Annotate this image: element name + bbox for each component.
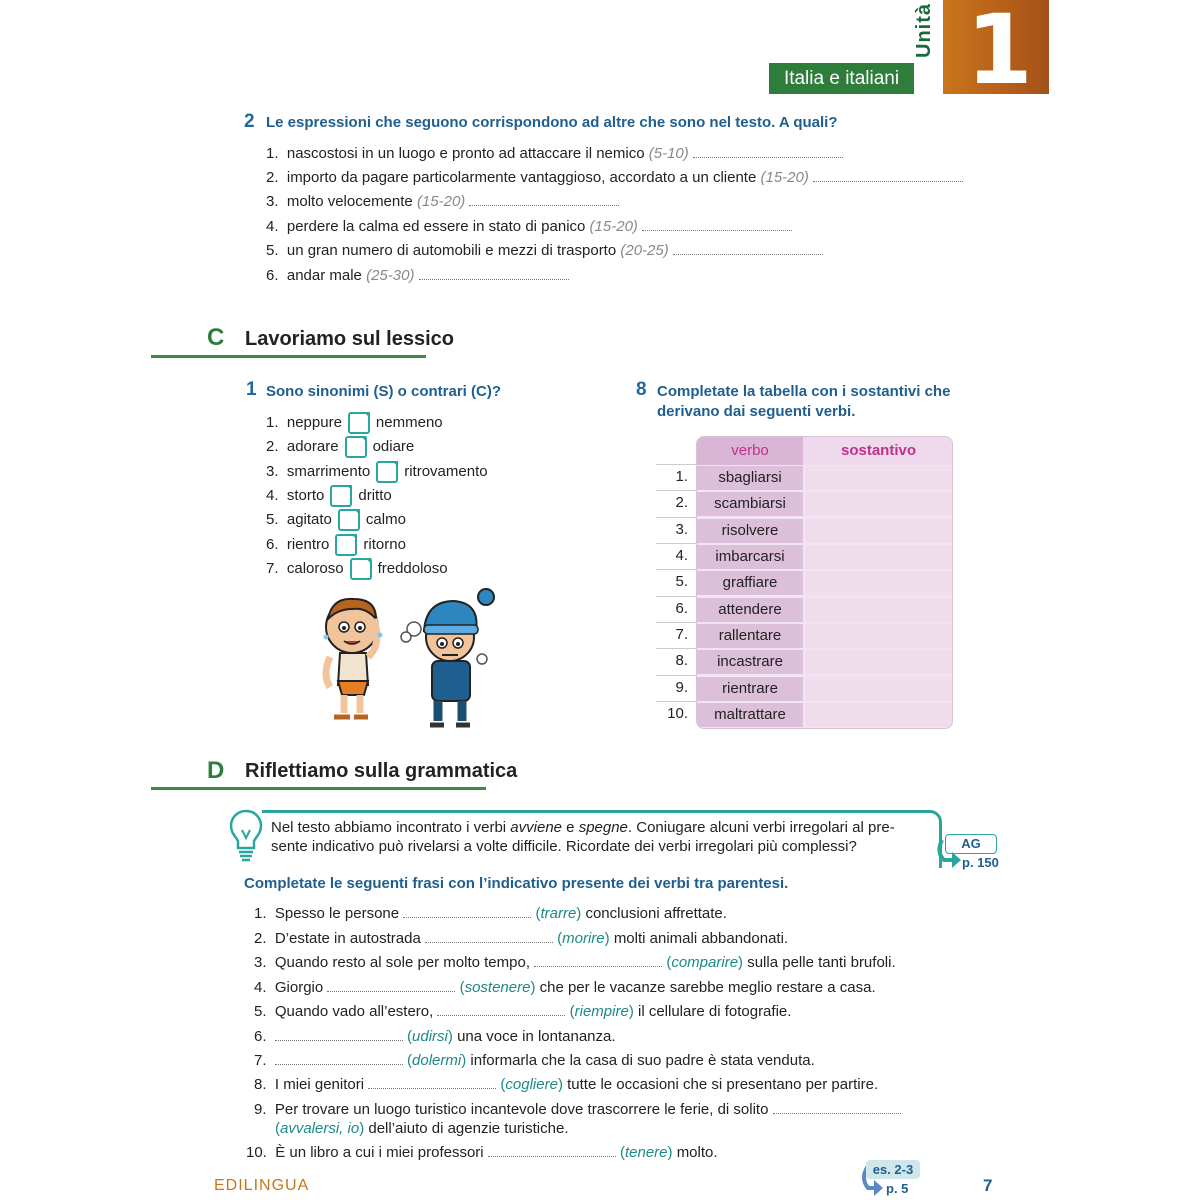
item-number: 7. — [254, 1052, 267, 1069]
sentence-end: sulla pelle tanti brufoli. — [747, 954, 896, 971]
answer-blank[interactable] — [403, 906, 531, 918]
list-item — [254, 1100, 901, 1120]
list-item: 7. (dolermi) informarla che la casa di suo padre è stata venduta. — [254, 1052, 815, 1069]
sentence-end: il cellulare di fotografie. — [638, 1003, 792, 1020]
answer-blank[interactable] — [488, 1145, 616, 1157]
answer-blank[interactable] — [437, 1004, 565, 1016]
table-row — [697, 624, 953, 650]
row-number: 1. — [675, 468, 688, 485]
item-number: 6. — [254, 1028, 267, 1045]
chapter-title: Italia e italiani — [769, 63, 914, 94]
column-header-verb: verbo — [697, 437, 803, 465]
answer-blank[interactable] — [773, 1102, 901, 1114]
verb-hint: morire — [562, 930, 605, 947]
verb-hint: riempire — [574, 1003, 629, 1020]
line-reference: (15-20) — [416, 193, 466, 210]
word-b: odiare — [372, 437, 415, 455]
row-divider — [656, 490, 696, 491]
publisher-logo: EDILINGUA — [214, 1177, 310, 1194]
section-divider — [151, 355, 426, 358]
line-reference: (25-30) — [366, 267, 415, 284]
cartoon-illustration — [310, 585, 510, 735]
verb-cell: attendere — [697, 598, 803, 622]
noun-cell[interactable] — [805, 624, 953, 648]
tip-verb: avviene — [510, 819, 562, 836]
verb-hint: udirsi — [412, 1028, 448, 1045]
answer-blank[interactable] — [425, 931, 553, 943]
item-text: perdere la calma ed essere in stato di panico — [286, 218, 586, 235]
list-item — [266, 168, 963, 188]
word-a: smarrimento — [286, 462, 371, 480]
line-reference: (15-20) — [760, 169, 809, 186]
item-number: 1. — [266, 413, 279, 431]
hot-boy-figure — [324, 599, 383, 717]
line-reference: (15-20) — [589, 218, 638, 235]
row-divider — [656, 543, 696, 544]
word-a: rientro — [286, 535, 330, 553]
item-number: 3. — [266, 193, 279, 210]
verb-hint: trarre — [540, 905, 577, 922]
line-reference: (5-10) — [648, 145, 689, 162]
line-reference: (20-25) — [620, 242, 669, 259]
noun-cell[interactable] — [805, 703, 953, 727]
answer-checkbox[interactable] — [350, 558, 372, 580]
exercise-instruction-line2: derivano dai seguenti verbi. — [657, 403, 856, 420]
list-item: 1. Spesso le persone (trarre) conclusioni affrettate. — [254, 905, 727, 922]
verb-cell: sbagliarsi — [697, 466, 803, 490]
list-item — [266, 534, 406, 556]
word-b: ritorno — [363, 535, 406, 553]
verb-hint: sostenere — [464, 979, 531, 996]
section-letter: D — [207, 757, 225, 784]
unit-label: Unità — [913, 3, 935, 58]
answer-blank[interactable] — [534, 955, 662, 967]
item-text: andar male — [286, 267, 362, 284]
list-item: 5. Quando vado all’estero, (riempire) il cellulare di fotografie. — [254, 1003, 792, 1020]
exercise-number: 2 — [244, 111, 255, 132]
word-b: ritrovamento — [404, 462, 488, 480]
answer-checkbox[interactable] — [348, 412, 370, 434]
exercise-instruction-line1: Completate la tabella con i sostantivi che — [657, 383, 951, 400]
list-item — [266, 509, 406, 531]
verb-cell: rallentare — [697, 624, 803, 648]
row-number: 2. — [675, 494, 688, 511]
list-item — [266, 217, 792, 237]
verb-hint: comparire — [671, 954, 739, 971]
row-number: 5. — [675, 573, 688, 590]
tip-verb: spegne — [578, 819, 628, 836]
item-number: 8. — [254, 1076, 267, 1093]
verb-hint: tenere — [624, 1144, 668, 1161]
list-item-continuation: (avvalersi, io) dell’aiuto di agenzie turistiche. — [275, 1120, 569, 1137]
list-item: 4. Giorgio (sostenere) che per le vacanze sarebbe meglio restare a casa. — [254, 979, 876, 996]
word-a: agitato — [286, 510, 332, 528]
sentence-end: molti animali abbandonati. — [613, 930, 789, 947]
item-number: 6. — [266, 267, 279, 284]
list-item: 3. Quando resto al sole per molto tempo, (comparire) sulla pelle tanti brufoli. — [254, 954, 896, 971]
grammar-reference-page: p. 150 — [962, 855, 999, 870]
item-number: 4. — [266, 218, 279, 235]
column-header-noun: sostantivo — [803, 437, 953, 465]
item-text: importo da pagare particolarmente vantaggioso, accordato a un cliente — [286, 169, 757, 186]
list-item — [266, 558, 448, 580]
answer-blank[interactable] — [693, 146, 843, 158]
row-divider — [656, 701, 696, 702]
table-row — [697, 677, 953, 703]
sentence-start: Spesso le persone — [274, 905, 400, 922]
row-divider — [656, 464, 696, 465]
word-a: caloroso — [286, 559, 344, 577]
list-item — [266, 192, 619, 212]
answer-blank[interactable] — [368, 1077, 496, 1089]
row-divider — [656, 517, 696, 518]
verb-cell: graffiare — [697, 571, 803, 595]
section-letter: C — [207, 324, 225, 351]
list-item — [266, 412, 443, 434]
list-item — [266, 266, 569, 286]
word-b: dritto — [358, 486, 392, 504]
table-row — [697, 703, 953, 729]
table-row — [697, 650, 953, 676]
list-item — [266, 144, 843, 164]
sentence-end: informarla che la casa di suo padre è stata venduta. — [470, 1052, 815, 1069]
verb-cell: risolvere — [697, 519, 803, 543]
section-title: Lavoriamo sul lessico — [245, 328, 454, 350]
unit-number: 1 — [966, 0, 1033, 106]
noun-cell[interactable] — [805, 571, 953, 595]
verb-hint: dolermi — [412, 1052, 462, 1069]
row-divider — [656, 648, 696, 649]
row-number: 10. — [667, 705, 688, 722]
word-a: storto — [286, 486, 325, 504]
row-number: 6. — [675, 600, 688, 617]
word-b: calmo — [365, 510, 406, 528]
verb-cell: scambiarsi — [697, 492, 803, 516]
item-number: 2. — [266, 169, 279, 186]
exercise-instruction: Le espressioni che seguono corrispondono ad altre che sono nel testo. A quali? — [266, 114, 838, 131]
verb-cell: imbarcarsi — [697, 545, 803, 569]
answer-checkbox[interactable] — [330, 485, 352, 507]
sentence-start: Per trovare un luogo turistico incantevole dove trascorrere le ferie, di solito — [274, 1101, 769, 1118]
grammar-reference-badge[interactable]: AG — [945, 834, 997, 854]
list-item — [266, 461, 488, 483]
answer-blank[interactable] — [673, 243, 823, 255]
answer-blank[interactable] — [327, 980, 455, 992]
verb-cell: rientrare — [697, 677, 803, 701]
noun-cell[interactable] — [805, 492, 953, 516]
noun-cell[interactable] — [805, 466, 953, 490]
exercise-instruction: Completate le seguenti frasi con l’indicativo presente dei verbi tra parentesi. — [244, 875, 789, 892]
row-number: 8. — [675, 652, 688, 669]
noun-cell[interactable] — [805, 545, 953, 569]
word-b: nemmeno — [375, 413, 443, 431]
item-number: 4. — [254, 979, 267, 996]
row-divider — [656, 675, 696, 676]
cold-boy-figure — [401, 589, 494, 725]
item-number: 1. — [266, 145, 279, 162]
verb-noun-table — [696, 436, 953, 729]
verb-hint: avvalersi, io — [280, 1120, 360, 1137]
tip-text — [271, 818, 936, 856]
item-text: nascostosi in un luogo e pronto ad attaccare il nemico — [286, 145, 645, 162]
item-text: molto velocemente — [286, 193, 413, 210]
section-divider — [151, 787, 486, 790]
tip-text-part: Nel testo abbiamo incontrato i verbi — [271, 819, 511, 836]
tip-text-part: . Coniugare alcuni verbi irregolari al pre- — [627, 819, 895, 836]
table-row — [697, 571, 953, 597]
noun-cell[interactable] — [805, 650, 953, 674]
sentence-start: D’estate in autostrada — [274, 930, 421, 947]
list-item: 2. D’estate in autostrada (morire) molti animali abbandonati. — [254, 930, 789, 947]
exercise-reference-badge[interactable]: es. 2-3 — [866, 1160, 920, 1179]
sentence-start: È un libro a cui i miei professori — [275, 1144, 484, 1161]
lightbulb-icon — [228, 808, 264, 866]
row-number: 4. — [675, 547, 688, 564]
table-row — [697, 598, 953, 624]
item-number: 5. — [266, 242, 279, 259]
tip-text-part: e — [562, 819, 579, 836]
sentence-start: Quando resto al sole per molto tempo, — [274, 954, 530, 971]
answer-blank[interactable] — [275, 1053, 403, 1065]
noun-cell[interactable] — [805, 519, 953, 543]
item-number: 5. — [254, 1003, 267, 1020]
answer-blank[interactable] — [469, 194, 619, 206]
answer-blank[interactable] — [813, 170, 963, 182]
list-item: 10. È un libro a cui i miei professori (tenere) molto. — [246, 1144, 718, 1161]
sentence-end: dell’aiuto di agenzie turistiche. — [368, 1120, 569, 1137]
item-number: 2. — [254, 930, 267, 947]
verb-hint: cogliere — [505, 1076, 558, 1093]
table-row — [697, 519, 953, 545]
answer-checkbox[interactable] — [338, 509, 360, 531]
exercise-reference-page: p. 5 — [886, 1181, 909, 1196]
word-a: adorare — [286, 437, 339, 455]
row-divider — [656, 622, 696, 623]
verb-cell: incastrare — [697, 650, 803, 674]
item-number: 9. — [254, 1101, 267, 1118]
word-b: freddoloso — [377, 559, 448, 577]
item-number: 3. — [254, 954, 267, 971]
list-item: 8. I miei genitori (cogliere) tutte le occasioni che si presentano per partire. — [254, 1076, 879, 1093]
item-number: 1. — [254, 905, 267, 922]
sentence-end: conclusioni affrettate. — [585, 905, 727, 922]
row-divider — [656, 569, 696, 570]
exercise-number: 1 — [246, 379, 257, 400]
exercise-instruction: Sono sinonimi (S) o contrari (C)? — [266, 383, 501, 400]
section-title: Riflettiamo sulla grammatica — [245, 760, 518, 782]
answer-checkbox[interactable] — [376, 461, 398, 483]
answer-blank[interactable] — [275, 1029, 403, 1041]
sentence-start: Quando vado all’estero, — [274, 1003, 434, 1020]
table-row — [697, 492, 953, 518]
sentence-start: Giorgio — [274, 979, 324, 996]
item-number: 4. — [266, 486, 279, 504]
list-item — [266, 241, 823, 261]
item-number: 3. — [266, 462, 279, 480]
item-number: 6. — [266, 535, 279, 553]
sentence-end: molto. — [676, 1144, 718, 1161]
sentence-end: che per le vacanze sarebbe meglio restare a casa. — [539, 979, 876, 996]
item-number: 2. — [266, 437, 279, 455]
answer-blank[interactable] — [642, 219, 792, 231]
noun-cell[interactable] — [805, 677, 953, 701]
exercise-number: 8 — [636, 379, 647, 400]
list-item — [266, 485, 392, 507]
row-number: 3. — [675, 521, 688, 538]
row-number: 7. — [675, 626, 688, 643]
row-number: 9. — [675, 679, 688, 696]
answer-checkbox[interactable] — [345, 436, 367, 458]
verb-cell: maltrattare — [697, 703, 803, 727]
list-item — [266, 436, 414, 458]
sentence-start: I miei genitori — [274, 1076, 365, 1093]
item-number: 7. — [266, 559, 279, 577]
list-item: 6. (udirsi) una voce in lontananza. — [254, 1028, 616, 1045]
sentence-end: tutte le occasioni che si presentano per partire. — [567, 1076, 879, 1093]
table-row — [697, 466, 953, 492]
answer-blank[interactable] — [419, 268, 569, 280]
item-number: 10. — [246, 1144, 267, 1161]
row-divider — [656, 596, 696, 597]
item-text: un gran numero di automobili e mezzi di trasporto — [286, 242, 617, 259]
word-a: neppure — [286, 413, 342, 431]
page-number: 7 — [983, 1176, 993, 1195]
item-number: 5. — [266, 510, 279, 528]
noun-cell[interactable] — [805, 598, 953, 622]
table-row — [697, 545, 953, 571]
answer-checkbox[interactable] — [335, 534, 357, 556]
sentence-end: una voce in lontananza. — [457, 1028, 616, 1045]
tip-text-line: sente indicativo può rivelarsi a volte difficile. Ricordate dei verbi irregolari più complessi? — [271, 838, 857, 855]
